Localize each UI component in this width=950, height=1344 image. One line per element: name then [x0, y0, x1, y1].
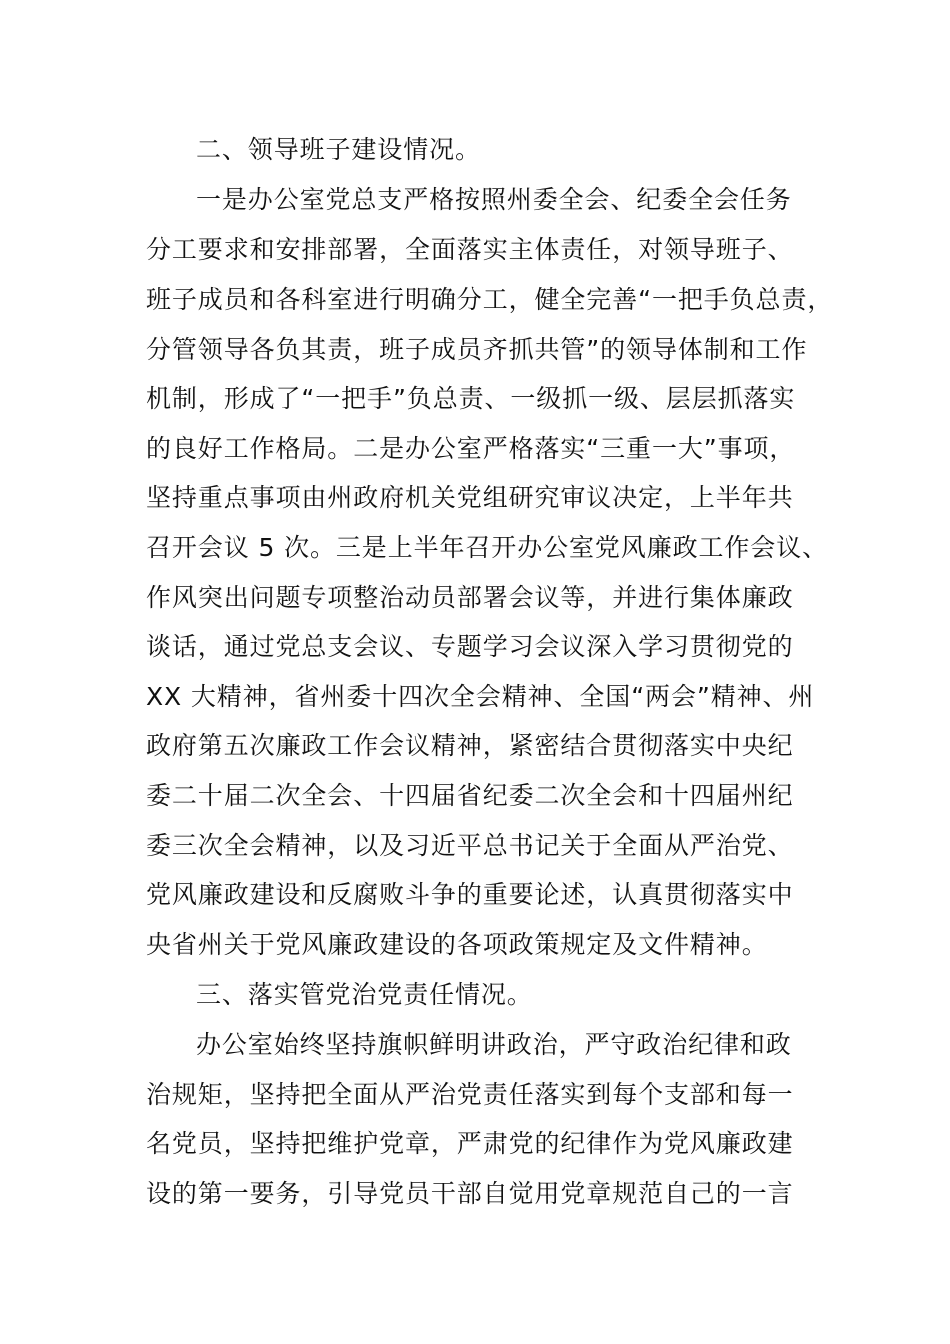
paragraph-line: 政府第五次廉政工作会议精神，紧密结合贯彻落实中央纪 — [146, 731, 794, 760]
paragraph-line: 班子成员和各科室进行明确分工，健全完善“一把手负总责， — [146, 285, 834, 314]
paragraph-line: 一是办公室党总支严格按照州委全会、纪委全会任务 — [196, 185, 792, 214]
paragraph-line: 谈话，通过党总支会议、专题学习会议深入学习贯彻党的 — [146, 632, 794, 661]
paragraph-line: 作风突出问题专项整治动员部署会议等，并进行集体廉政 — [146, 583, 794, 612]
paragraph-line: 的良好工作格局。二是办公室严格落实“三重一大”事项， — [146, 434, 796, 463]
paragraph-line: 分管领导各负其责，班子成员齐抓共管”的领导体制和工作 — [146, 335, 808, 364]
paragraph-line: 召开会议 5 次。三是上半年召开办公室党风廉政工作会议、 — [146, 533, 829, 562]
paragraph-line: 机制，形成了“一把手”负总责、一级抓一级、层层抓落实 — [146, 384, 796, 413]
paragraph-line: 央省州关于党风廉政建设的各项政策规定及文件精神。 — [146, 930, 768, 959]
paragraph-line: 办公室始终坚持旗帜鲜明讲政治，严守政治纪律和政 — [196, 1030, 792, 1059]
paragraph-line: 名党员，坚持把维护党章，严肃党的纪律作为党风廉政建 — [146, 1129, 794, 1158]
section-heading-responsibility: 三、落实管党治党责任情况。 — [196, 980, 533, 1009]
paragraph-line: 分工要求和安排部署，全面落实主体责任，对领导班子、 — [146, 235, 794, 264]
paragraph-line: 坚持重点事项由州政府机关党组研究审议决定，上半年共 — [146, 483, 794, 512]
paragraph-line: 党风廉政建设和反腐败斗争的重要论述，认真贯彻落实中 — [146, 880, 794, 909]
paragraph-line: XX 大精神，省州委十四次全会精神、全国“两会”精神、州 — [146, 682, 815, 711]
paragraph-line: 治规矩，坚持把全面从严治党责任落实到每个支部和每一 — [146, 1080, 794, 1109]
section-heading-leadership: 二、领导班子建设情况。 — [196, 135, 481, 164]
paragraph-line: 委三次全会精神，以及习近平总书记关于全面从严治党、 — [146, 831, 794, 860]
paragraph-line: 设的第一要务，引导党员干部自觉用党章规范自己的一言 — [146, 1179, 794, 1208]
paragraph-line: 委二十届二次全会、十四届省纪委二次全会和十四届州纪 — [146, 781, 794, 810]
